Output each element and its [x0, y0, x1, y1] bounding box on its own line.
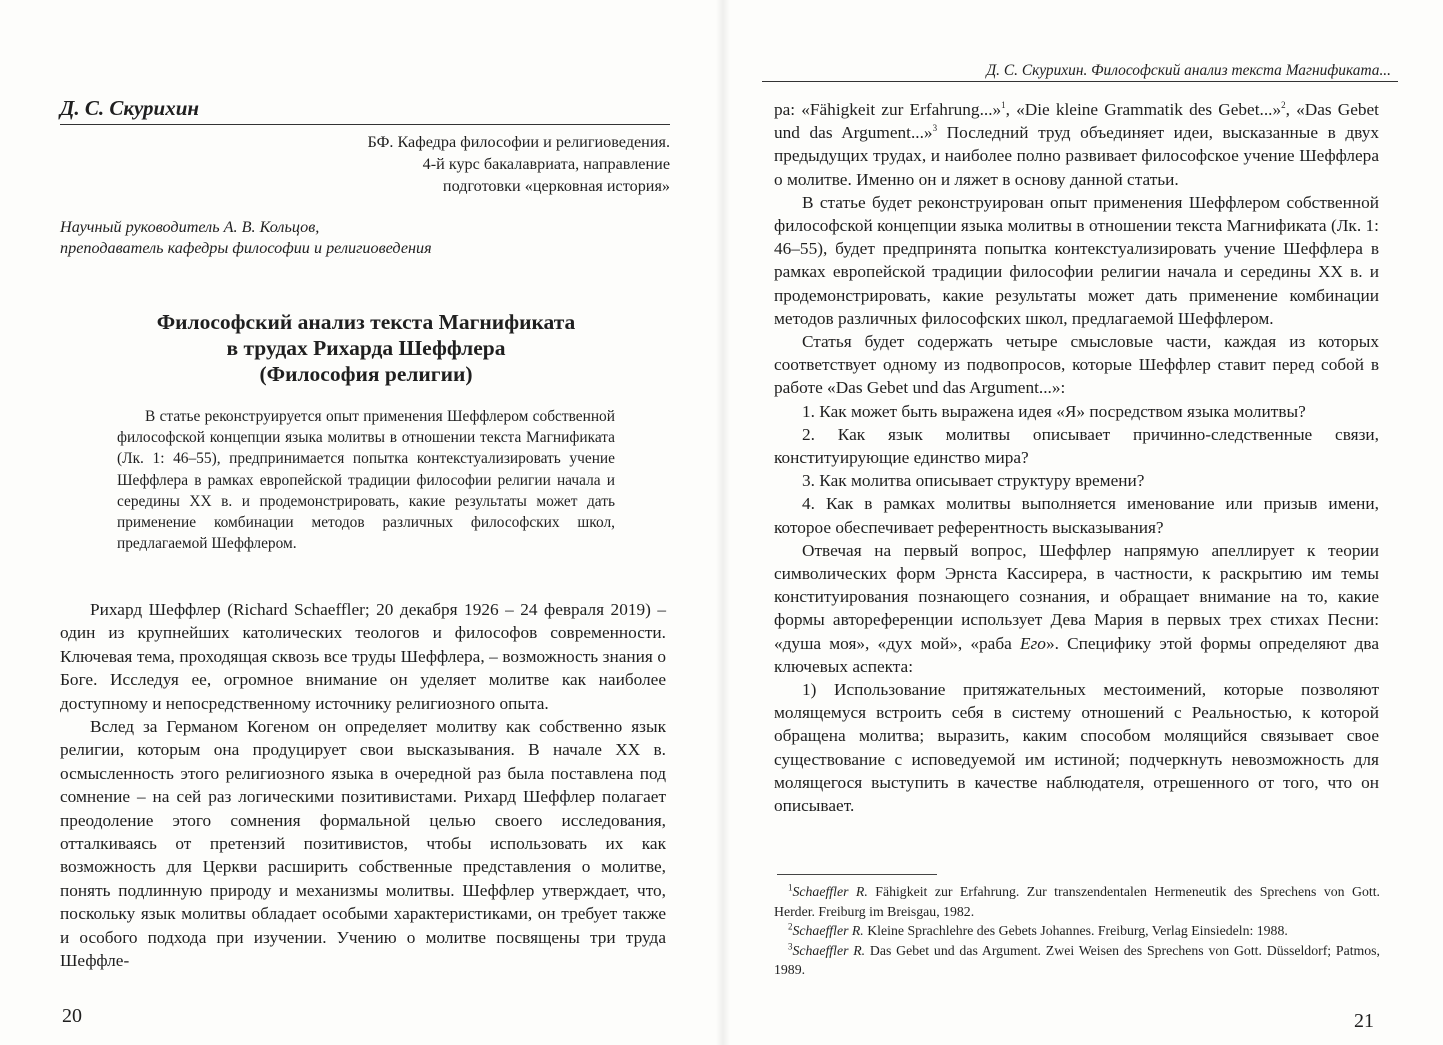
footnote-number: 2 — [788, 921, 793, 932]
author-divider — [60, 124, 670, 125]
text-run: , «Die kleine Grammatik des Gebet...» — [1005, 100, 1282, 119]
text-run: Отвечая на первый вопрос, Шеффлер напрямую апеллирует к теории символических форм Эрнста Кассирера, в частности, к раскрытию им темы конституирования познающего сознания, и обращает внимание на то, какие формы автореференции использует Дева Мария в первых трех стихах Песни: «душа моя», «дух мой», «раба — [774, 540, 1379, 653]
advisor — [60, 217, 670, 259]
footnotes — [774, 882, 1380, 980]
title-line: Философский анализ текста Магнификата — [156, 310, 576, 334]
text-run: ». Специфику этой формы определяют два ключевых аспекта: — [774, 633, 1379, 676]
abstract — [117, 406, 615, 554]
title-line: в трудах Рихарда Шеффлера — [226, 336, 506, 360]
paragraph — [774, 539, 1379, 678]
footnote-ref[interactable]: 3 — [932, 123, 938, 134]
question-item: 1. Как может быть выражена идея «Я» посредством языка молитвы? — [802, 401, 1306, 421]
title-line: (Философия религии) — [259, 362, 473, 386]
question-item: 2. Как язык молитвы описывает причинно-следственные связи, конституирующие единство мира? — [774, 424, 1379, 468]
question-item: 4. Как в рамках молитвы выполняется именование или призыв имени, которое обеспечивает референтность высказывания? — [774, 494, 1379, 537]
paragraph: В статье будет реконструирован опыт применения Шеффлером собственной философской концепции языка молитвы в отношении текста Магнификата (Лк. 1: 46–55), будет предпринята попытка контекстуализировать учение Шеффлера в рамках европейской традиции философии религии начала и середины XX в. и продемонстрировать, какие результаты может дать применение комбинации методов различных философских школ, предлагаемой Шеффлером. — [774, 192, 1379, 328]
header-divider — [762, 81, 1398, 82]
right-body-text — [774, 98, 1379, 817]
footnote — [774, 921, 1380, 941]
footnote-author: Schaeffler R. — [792, 942, 866, 958]
affiliation-line: БФ. Кафедра философии и религиоведения. — [367, 133, 670, 151]
footnote-ref[interactable]: 1 — [1001, 100, 1006, 111]
right-page — [722, 0, 1443, 1045]
footnote-divider — [777, 874, 937, 875]
article-title — [60, 309, 672, 387]
footnote-ref[interactable]: 2 — [1281, 100, 1286, 111]
footnote-text: Das Gebet und das Argument. Zwei Weisen des Sprechens von Gott. Düsseldorf; Patmos, 1989. — [774, 942, 1381, 977]
footnote-author: Schaeffler R. — [792, 884, 868, 899]
left-body-text — [60, 598, 666, 973]
advisor-line: преподаватель кафедры философии и религиоведения — [60, 239, 432, 257]
abstract-text: В статье реконструируется опыт применения Шеффлером собственной философской концепции языка молитвы в отношении текста Магнификата (Лк. 1: 46–55), предпринимается попытка контекстуализировать учение Шеффлера в рамках европейской традиции философии религии начала и середины XX в. и продемонстрировать, какие результаты может дать применение комбинации методов различных философских школ, предлагаемой Шеффлером. — [117, 408, 615, 553]
running-head: Д. С. Скурихин. Философский анализ текста Магнификата... — [986, 62, 1391, 79]
footnote-text: Fähigkeit zur Erfahrung. Zur transzendentalen Hermeneutik des Sprechens von Gott. Herder. Freiburg im Breisgau, 1982. — [774, 884, 1381, 919]
text-run: , «Das Gebet und das Argument...» — [774, 100, 1379, 143]
footnote-author: Schaeffler R. — [792, 923, 864, 938]
affiliation-line: 4-й курс бакалавриата, направление — [422, 155, 670, 173]
footnote-number: 3 — [788, 940, 793, 951]
page-number: 21 — [1354, 1010, 1374, 1032]
paragraph: Вслед за Германом Когеном он определяет молитву как собственно язык религии, которым она продуцирует свои высказывания. В начале XX в. осмысленность этого религиозного языка в очередной раз была поставлена под сомнение – на сей раз логическими позитивистами. Рихард Шеффлер полагает преодоление этого сомнения формальной целью своего исследования, отталкиваясь от претензий позитивистов, чтобы использовать их как возможность для Церкви расширить собственные представления о молитве, понять подлинную природу и механизмы молитвы. Шеффлер утверждает, что, поскольку язык молитвы обладает особыми характеристиками, он требует также и особого подхода при изучении. Учению о молитве посвящены три труда Шеффле- — [60, 717, 666, 971]
page-number: 20 — [62, 1005, 82, 1027]
emphasis: Его — [1020, 633, 1046, 653]
footnote — [774, 882, 1380, 921]
text-run: ра: «Fähigkeit zur Erfahrung...» — [774, 100, 1002, 119]
author-name: Д. С. Скурихин — [60, 96, 200, 120]
paragraph — [774, 98, 1379, 191]
paragraph: 1) Использование притяжательных местоимений, которые позволяют молящемуся встроить себя в систему отношений с Реальностью, к которой обращена молитва; выразить, каким способом молящийся связывает свое существование с исповедуемой им истиной; подчеркнуть невозможность для молящегося выступить в качестве наблюдателя, отрешенного от того, что он описывает. — [774, 680, 1379, 816]
text-run: Последний труд объединяет идеи, высказанные в двух предыдущих трудах, и наиболее полно развивает философское учение Шеффлера о молитве. Именно он и ляжет в основу данной статьи. — [774, 123, 1379, 189]
question-item: 3. Как молитва описывает структуру времени? — [802, 471, 1145, 491]
paragraph: Рихард Шеффлер (Richard Schaeffler; 20 декабря 1926 – 24 февраля 2019) – один из крупнейших католических теологов и философов современности. Ключевая тема, проходящая сквозь все труды Шеффлера, – возможность знания о Боге. Исследуя ее, огромное внимание он уделяет молитве как наиболее доступному и непосредственному источнику религиозного опыта. — [60, 600, 666, 713]
footnote-text: Kleine Sprachlehre des Gebets Johannes. Freiburg, Verlag Einsiedeln: 1988. — [863, 923, 1288, 938]
footnote — [774, 941, 1380, 980]
affiliation-line: подготовки «церковная история» — [442, 177, 670, 195]
advisor-line: Научный руководитель А. В. Кольцов, — [60, 218, 320, 236]
affiliation — [110, 131, 670, 197]
paragraph: Статья будет содержать четыре смысловые части, каждая из которых соответствует одному из подвопросов, которые Шеффлер ставит перед собой в работе «Das Gebet und das Argument...»: — [774, 332, 1379, 398]
footnote-number: 1 — [788, 882, 793, 893]
